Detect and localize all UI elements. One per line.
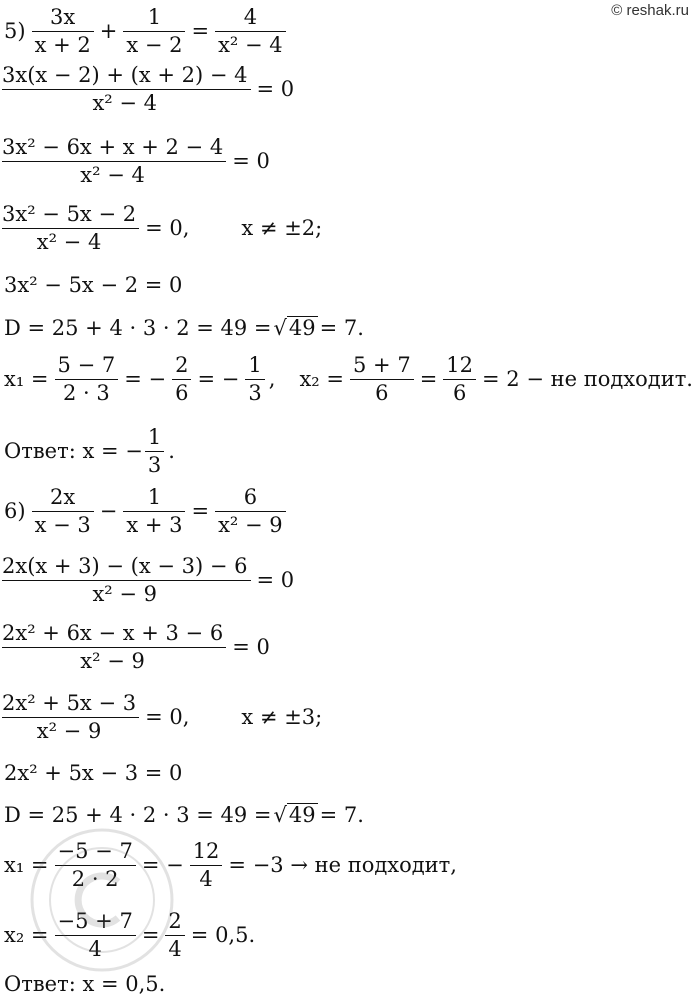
root-1-verdict: = −3 → не подходит, (228, 853, 457, 878)
discriminant-text: D = 25 + 4 · 2 · 3 = 49 = (4, 803, 272, 828)
root-2-label: x₂ = (4, 923, 49, 948)
operator: = (191, 499, 210, 524)
domain-condition: x ≠ ±2; (241, 216, 323, 241)
fraction: $\frac{2x}{x - 3}$ (32, 486, 94, 536)
fraction: $\frac{6}{\text{x² − 9}}$ (215, 486, 286, 536)
fraction: $\frac{2}{4}$ (165, 910, 184, 960)
problem-6-root-1 (2, 840, 695, 890)
operator: + (99, 19, 118, 44)
problem-5-step-1 (2, 64, 695, 114)
problem-5-quadratic (2, 273, 695, 297)
fraction: $\frac{-5 - 7}{2 \cdot 2}$ (55, 840, 136, 890)
problem-5-equation (2, 6, 695, 56)
problem-6-quadratic (2, 761, 695, 785)
problem-5-roots (2, 354, 695, 404)
answer-text: Ответ: x = 0,5. (4, 972, 166, 996)
fraction: $\frac{-5 + 7}{4}$ (55, 910, 136, 960)
operator: = (419, 367, 438, 392)
root-1-label: x₁ = (4, 367, 49, 392)
discriminant-result: = 7. (319, 316, 364, 341)
discriminant-text: D = 25 + 4 · 3 · 2 = 49 = (4, 316, 272, 341)
root-1-label: x₁ = (4, 853, 49, 878)
result: = 0, (145, 705, 190, 730)
fraction: $\frac{3x(x - 2) + (x + 2) - 4}{\text{x² − 4}}$ (2, 64, 251, 114)
fraction: $\frac{1}{x - 2}$ (123, 6, 185, 56)
fraction: $\frac{4}{\text{x² − 4}}$ (215, 6, 286, 56)
sqrt-symbol: √ 49 (273, 316, 316, 341)
domain-condition: x ≠ ±3; (241, 705, 323, 730)
problem-6-equation (2, 486, 695, 536)
root-2-verdict: = 2 − не подходит. (482, 367, 693, 392)
fraction: $\frac{3x}{x + 2}$ (32, 6, 94, 56)
fraction: $\frac{12}{6}$ (443, 354, 476, 404)
problem-label: 6) (4, 499, 26, 524)
problem-5-answer (2, 426, 695, 476)
problem-5-step-2 (2, 136, 695, 186)
result: = 0 (232, 635, 270, 660)
result: = 0, (145, 216, 190, 241)
discriminant-result: = 7. (319, 803, 364, 828)
operator: = (141, 923, 160, 948)
problem-6-step-3 (2, 692, 695, 742)
operator: = − (197, 367, 240, 392)
problem-6-step-1 (2, 555, 695, 605)
answer-text: Ответ: x = − (4, 439, 143, 464)
fraction: $\frac{2x(x + 3) - (x - 3) - 6}{\text{x² − 9}}$ (2, 555, 251, 605)
result: = 0 (232, 149, 270, 174)
fraction: $\frac{\text{2x² + 6x − x + 3 − 6}}{\text{x² − 9}}$ (2, 622, 226, 672)
operator: = − (124, 367, 167, 392)
fraction: $\frac{\text{3x² − 6x + x + 2 − 4}}{\text{x² − 4}}$ (2, 136, 226, 186)
operator: = (191, 19, 210, 44)
fraction: $\frac{\text{2x² + 5x − 3}}{\text{x² − 9}}$ (2, 692, 139, 742)
problem-5-step-3 (2, 203, 695, 253)
fraction: $\frac{2}{6}$ (172, 354, 191, 404)
fraction: $\frac{12}{4}$ (190, 840, 223, 890)
problem-6-step-2 (2, 622, 695, 672)
quadratic-equation: 2x² + 5x − 3 = 0 (4, 761, 183, 785)
fraction: $\frac{1}{3}$ (245, 354, 264, 404)
sqrt-symbol: √ 49 (273, 803, 316, 828)
fraction: $\frac{5 + 7}{6}$ (350, 354, 414, 404)
problem-6-root-2 (2, 910, 695, 960)
problem-6-discriminant (2, 803, 695, 827)
operator: = − (141, 853, 184, 878)
fraction: $\frac{1}{x + 3}$ (123, 486, 185, 536)
result: = 0 (256, 77, 295, 102)
operator: − (99, 499, 118, 524)
punctuation: . (168, 439, 175, 464)
punctuation: , (268, 367, 276, 392)
fraction: $\frac{1}{3}$ (145, 426, 164, 476)
quadratic-equation: 3x² − 5x − 2 = 0 (4, 273, 183, 297)
fraction: $\frac{\text{3x² − 5x − 2}}{\text{x² − 4}}$ (2, 203, 139, 253)
problem-5-discriminant (2, 316, 695, 340)
problem-label: 5) (4, 19, 26, 44)
result: = 0 (256, 568, 295, 593)
root-2-label: x₂ = (299, 367, 345, 392)
watermark: © reshak.ru (611, 2, 689, 19)
fraction: $\frac{5 - 7}{2 \cdot 3}$ (55, 354, 119, 404)
result: = 0,5. (190, 923, 256, 948)
problem-6-answer (2, 972, 695, 996)
